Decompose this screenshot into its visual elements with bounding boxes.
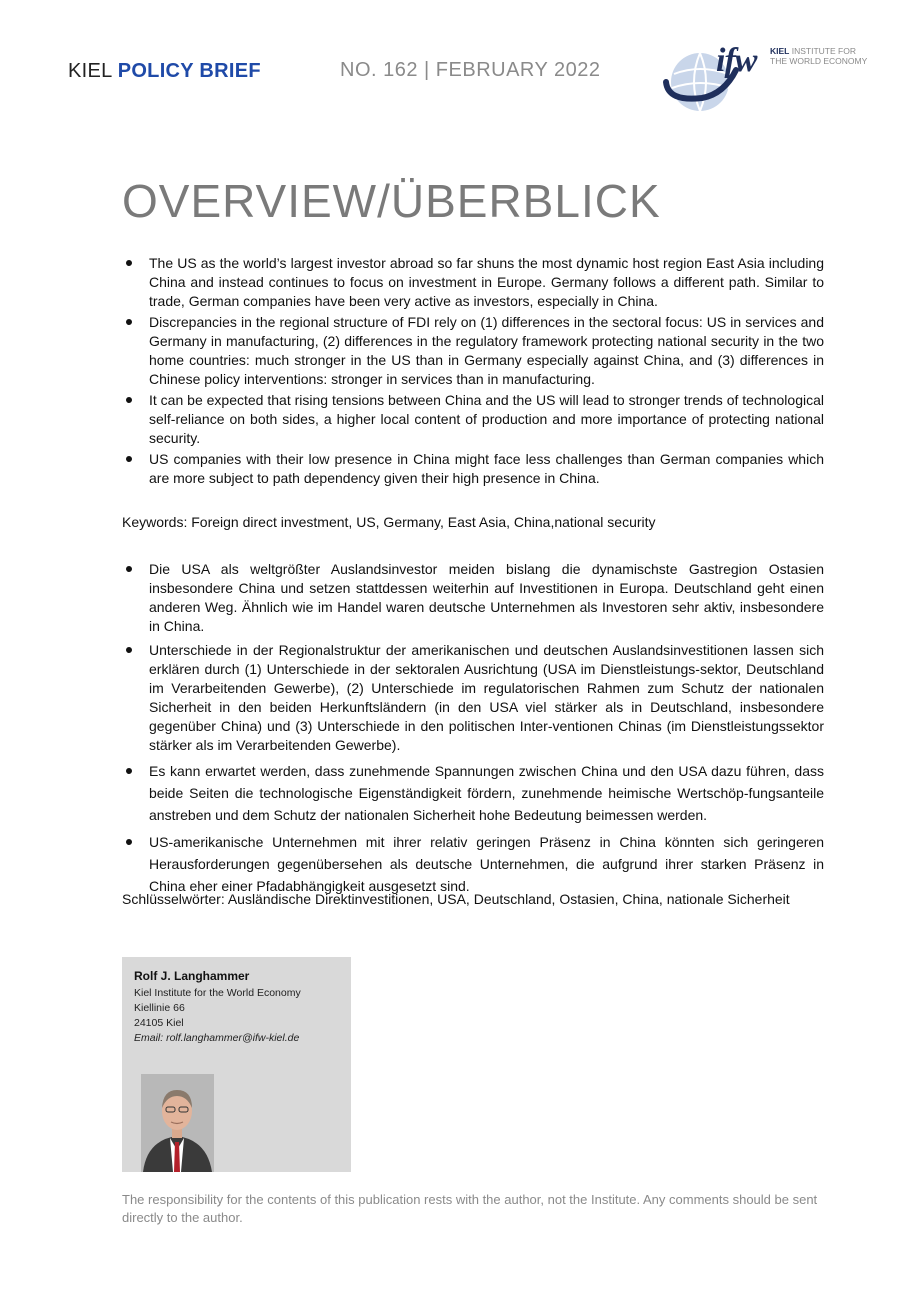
page-title: OVERVIEW/ÜBERBLICK bbox=[122, 175, 661, 227]
series-title bbox=[68, 60, 261, 83]
logo-wordmark: ifw bbox=[716, 42, 757, 79]
overview-de-item: Die USA als weltgrößter Auslandsinvestor meiden bislang die dynamischste Gastregion Ostasien insbesondere China und setzen stattdessen weiterhin auf Investitionen in Europa. Deutschland geht einen anderen Weg. Ähnlich wie im Handel waren deutsche Unternehmen als Investoren sehr aktiv, insbesondere in China. bbox=[122, 560, 824, 636]
keywords-en-text: Foreign direct investment, US, Germany, East Asia, China,national security bbox=[187, 514, 656, 530]
disclaimer: The responsibility for the contents of this publication rests with the author, not the Institute. Any comments should be sent directly to the author. bbox=[122, 1192, 818, 1225]
author-name: Rolf J. Langhammer bbox=[134, 969, 250, 983]
keywords-de bbox=[122, 890, 824, 909]
overview-en-item: US companies with their low presence in China might face less challenges than German companies which are more subject to path dependency given their high presence in China. bbox=[122, 450, 824, 488]
author-photo bbox=[141, 1074, 214, 1172]
series-prefix: KIEL bbox=[68, 60, 112, 82]
overview-en-item: Discrepancies in the regional structure of FDI rely on (1) differences in the sectoral focus: US in services and Germany in manufacturing, (2) differences in the regulatory framework protecting national security in the two home countries: much stronger in the US than in Germany especially against China, and (3) differences in Chinese policy interventions: stronger in services than in manufacturing. bbox=[122, 313, 824, 389]
series-name: POLICY BRIEF bbox=[117, 60, 261, 82]
ifw-logo bbox=[662, 40, 877, 112]
logo-institute-rest: INSTITUTE FOR bbox=[791, 46, 856, 56]
keywords-de-text: Ausländische Direktinvestitionen, USA, Deutschland, Ostasien, China, nationale Sicherheit bbox=[224, 891, 790, 907]
overview-de-item: Es kann erwartet werden, dass zunehmende Spannungen zwischen China und den USA dazu führen, dass beide Seiten die technologische Eigenständigkeit fördern, zunehmende heimische Wertschöp-fungsanteile anstreben und dem Schutz der nationalen Sicherheit hohe Bedeutung beimessen werden. bbox=[122, 760, 824, 826]
author-city: 24105 Kiel bbox=[134, 1017, 184, 1029]
overview-en-list bbox=[122, 254, 824, 490]
overview-de-list bbox=[122, 560, 824, 902]
logo-institute-bold: KIEL bbox=[770, 46, 790, 56]
overview-en-item: The US as the world’s largest investor abroad so far shuns the most dynamic host region East Asia including China and instead continues to focus on investment in Europe. Germany follows a different path. Similar to trade, German companies have been very active as investors, especially in China. bbox=[122, 254, 824, 311]
issue-number: NO. 162 | FEBRUARY 2022 bbox=[340, 59, 601, 81]
keywords-en-label: Keywords: bbox=[122, 514, 188, 530]
logo-institute-line2: THE WORLD ECONOMY bbox=[770, 55, 868, 66]
author-street: Kiellinie 66 bbox=[134, 1002, 185, 1014]
author-email[interactable]: Email: rolf.langhammer@ifw-kiel.de bbox=[134, 1032, 300, 1044]
author-affiliation: Kiel Institute for the World Economy bbox=[134, 987, 301, 999]
author-portrait-icon bbox=[141, 1074, 214, 1172]
overview-de-item: US-amerikanische Unternehmen mit ihrer relativ geringen Präsenz in China könnten sich geringeren Herausforderungen gegenübersehen als deutsche Unternehmen, die aufgrund ihrer starken Präsenz in China eher einer Pfadabhängigkeit ausgesetzt sind. bbox=[122, 831, 824, 897]
author-box bbox=[122, 957, 351, 1172]
keywords-en bbox=[122, 513, 824, 532]
overview-de-item: Unterschiede in der Regionalstruktur der amerikanischen und deutschen Auslandsinvestitionen lassen sich erklären durch (1) Unterschiede in der sektoralen Ausrichtung (USA im Dienstleistungs-sektor, Deutschland im Verarbeitenden Gewerbe), (2) Unterschiede im regulatorischen Rahmen zum Schutz der nationalen Sicherheit in den beiden Herkunftsländern (in den USA viel stärker als in Deutschland, insbesondere gegenüber China) und (3) Unterschiede in den politischen Inter-ventionen Chinas (im Dienstleistungssektor stärker als im Verarbeitenden Gewerbe). bbox=[122, 641, 824, 755]
keywords-de-label: Schlüsselwörter: bbox=[122, 891, 225, 907]
logo-institute-name bbox=[770, 47, 867, 66]
overview-en-item: It can be expected that rising tensions between China and the US will lead to stronger trends of technological self-reliance on both sides, a higher local content of production and more importance of protecting national security. bbox=[122, 391, 824, 448]
